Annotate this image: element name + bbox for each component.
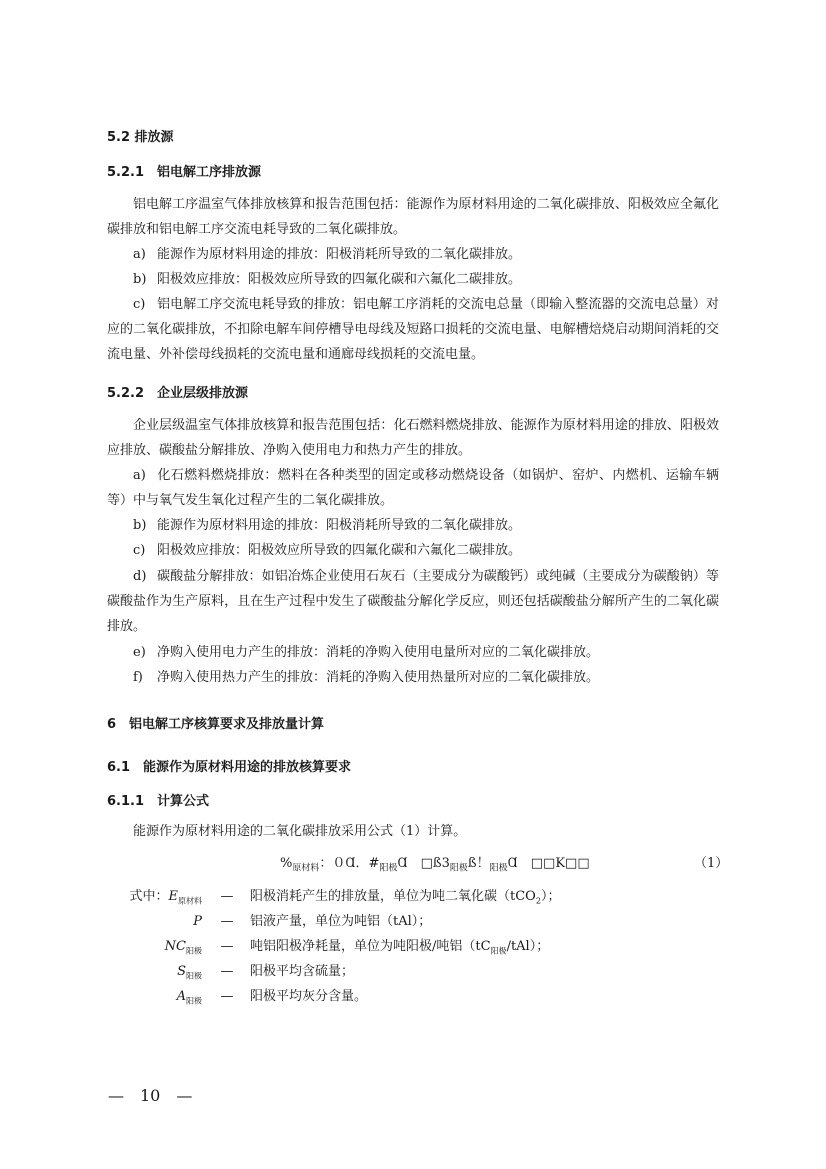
- list-item-label: d): [133, 569, 147, 584]
- where-description: 阳极平均灰分含量。: [250, 989, 368, 1004]
- list-item-label: c): [133, 543, 146, 558]
- where-description: 阳极消耗产生的排放量，单位为吨二氧化碳（tCO$_2$）；: [250, 889, 561, 906]
- list-item-text: 阳极效应排放：阳极效应所导致的四氟化碳和六氟化二碳排放。: [157, 272, 522, 287]
- where-dash: —: [220, 989, 234, 1004]
- where-symbol: $NC_{阳极}$: [164, 939, 202, 956]
- where-row: [107, 911, 431, 933]
- list-item: [107, 463, 719, 513]
- list-item: [107, 267, 719, 292]
- formula-sub: 阳极: [379, 863, 398, 874]
- formula-sub: 阳极: [489, 863, 508, 874]
- formula-part: Ɑ □ß3: [397, 856, 450, 871]
- section-5-2-2-intro: 企业层级温室气体排放核算和报告范围包括：化石燃料燃烧排放、能源作为原材料用途的排放、阳极效应排放、碳酸盐分解排放、净购入使用电力和热力产生的排放。: [107, 418, 719, 458]
- where-dash: —: [220, 889, 234, 904]
- where-symbol: P: [193, 914, 202, 929]
- list-item-text: 净购入使用热力产生的排放：消耗的净购入使用热量所对应的二氧化碳排放。: [157, 670, 600, 685]
- section-5-2-1-intro: 铝电解工序温室气体排放核算和报告范围包括：能源作为原材料用途的二氧化碳排放、阳极效应全氟化碳排放和铝电解工序交流电耗导致的二氧化碳排放。: [107, 197, 719, 237]
- list-item-text: 铝电解工序交流电耗导致的排放：铝电解工序消耗的交流电总量（即输入整流器的交流电总量）对应的二氧化碳排放，不扣除电解车间停槽导电母线及短路口损耗的交流电量、电解槽焙烧启动期间消耗的交流电量、外补偿母线损耗的交流电量和通廊母线损耗的交流电量。: [107, 297, 719, 362]
- list-item-label: e): [133, 645, 146, 660]
- list-item-text: 阳极效应排放：阳极效应所导致的四氟化碳和六氟化二碳排放。: [157, 543, 522, 558]
- list-item: [107, 242, 719, 267]
- list-item-label: c): [133, 297, 146, 312]
- list-item-label: a): [133, 247, 146, 262]
- where-row: [107, 961, 354, 983]
- list-item: [107, 513, 719, 538]
- where-dash: —: [220, 939, 234, 954]
- list-item-label: f): [133, 670, 143, 685]
- list-item: [107, 538, 719, 563]
- formula-part: ：０Ɑ．#: [319, 856, 380, 871]
- section-5-2-1-heading: 5.2.1 铝电解工序排放源: [107, 165, 262, 180]
- section-6-1-1-intro: 能源作为原材料用途的二氧化碳排放采用公式（1）计算。: [133, 824, 467, 839]
- where-symbol: $S_{阳极}$: [177, 964, 202, 981]
- where-description: 阳极平均含硫量；: [250, 964, 355, 979]
- formula-part: ß！: [467, 856, 490, 871]
- formula-number: （1）: [694, 856, 729, 871]
- list-item-text: 能源作为原材料用途的排放：阳极消耗所导致的二氧化碳排放。: [157, 247, 522, 262]
- list-item-label: a): [133, 468, 146, 483]
- list-item-text: 净购入使用电力产生的排放：消耗的净购入使用电量所对应的二氧化碳排放。: [157, 645, 600, 660]
- where-row: [107, 886, 560, 908]
- list-item: [107, 640, 719, 665]
- formula-sub: 阳极: [449, 863, 468, 874]
- formula-lhs: %: [280, 856, 293, 871]
- where-dash: —: [220, 914, 234, 929]
- where-description: 铝液产量，单位为吨铝（tAl）；: [250, 914, 432, 929]
- list-item-text: 化石燃料燃烧排放：燃料在各种类型的固定或移动燃烧设备（如锅炉、窑炉、内燃机、运输车辆等）中与氧气发生氧化过程产生的二氧化碳排放。: [107, 468, 719, 508]
- where-dash: —: [220, 964, 234, 979]
- formula-1: [280, 852, 590, 874]
- list-item: [107, 292, 719, 367]
- section-5-2-heading: 5.2 排放源: [107, 130, 174, 145]
- section-6-heading: 6 铝电解工序核算要求及排放量计算: [107, 717, 325, 732]
- where-symbol: $A_{阳极}$: [176, 989, 202, 1006]
- list-item-text: 碳酸盐分解排放：如铝冶炼企业使用石灰石（主要成分为碳酸钙）或纯碱（主要成分为碳酸钠）等碳酸盐作为生产原料，且在生产过程中发生了碳酸盐分解化学反应，则还包括碳酸盐分解所产生的二氧化碳排放。: [107, 569, 719, 634]
- where-row: [107, 986, 367, 1008]
- where-symbol: 式中：$E_{原材料}$: [129, 889, 202, 906]
- section-6-1-1-heading: 6.1.1 计算公式: [107, 794, 210, 809]
- where-row: [107, 936, 549, 958]
- where-description: 吨铝阳极净耗量，单位为吨阳极/吨铝$(tC_{阳极}/tAl)$；: [250, 939, 550, 956]
- list-item-label: b): [133, 272, 147, 287]
- formula-part: Ɑ □□K□□: [507, 856, 590, 871]
- formula-lhs-sub: 原材料: [292, 863, 320, 874]
- list-item-label: b): [133, 518, 147, 533]
- list-item: [107, 564, 719, 639]
- where-prefix: 式中：: [129, 889, 169, 904]
- list-item: [107, 665, 719, 690]
- page-number: — 10 —: [108, 1086, 193, 1105]
- list-item-text: 能源作为原材料用途的排放：阳极消耗所导致的二氧化碳排放。: [157, 518, 522, 533]
- section-5-2-2-heading: 5.2.2 企业层级排放源: [107, 386, 249, 401]
- section-6-1-heading: 6.1 能源作为原材料用途的排放核算要求: [107, 760, 352, 775]
